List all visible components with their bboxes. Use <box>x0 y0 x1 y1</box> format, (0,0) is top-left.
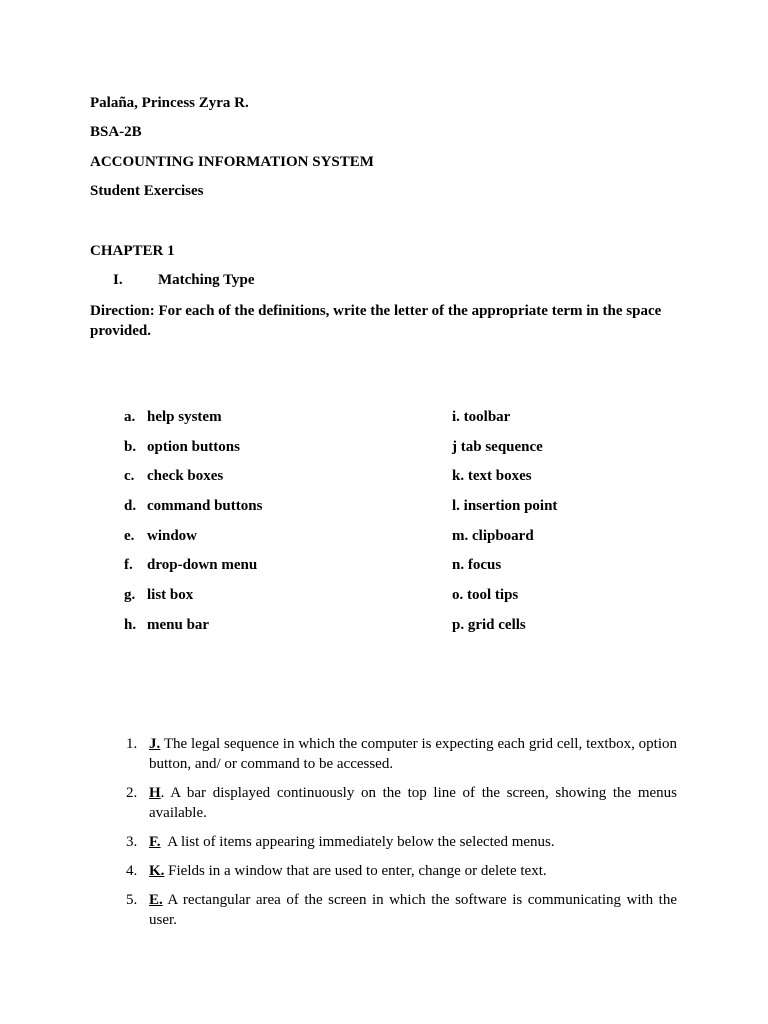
term-item: k. text boxes <box>452 468 532 485</box>
answer-definition: The legal sequence in which the computer is expecting each grid cell, textbox, option button, and/ or command to be accessed. <box>149 736 681 772</box>
answer-number: 5. <box>126 892 138 908</box>
term-item <box>124 467 262 497</box>
term-item <box>124 408 262 438</box>
term-label: check boxes <box>147 468 224 485</box>
answer-definition: A rectangular area of the screen in which the software is communicating with the user. <box>149 892 681 928</box>
term-letter: d. <box>124 498 137 515</box>
directions-text: Direction: For each of the definitions, write the letter of the appropriate term in the space provided. <box>90 303 662 339</box>
answer-item <box>124 890 681 930</box>
answer-key: K. <box>149 863 165 879</box>
term-item <box>124 497 262 527</box>
term-letter: b. <box>124 438 137 455</box>
term-letter: a. <box>124 409 136 425</box>
answer-number: 2. <box>126 785 138 801</box>
term-label: menu bar <box>147 616 210 633</box>
answer-item <box>124 832 677 852</box>
term-item <box>124 556 262 586</box>
answer-number: 1. <box>126 736 138 752</box>
part-title: Matching Type <box>158 272 255 288</box>
terms-list-left <box>124 408 262 646</box>
term-item <box>124 586 262 616</box>
term-letter: g. <box>124 587 136 604</box>
term-item <box>124 527 262 557</box>
term-label: command buttons <box>147 498 263 515</box>
term-label: window <box>147 527 198 544</box>
answer-key: E. <box>149 892 163 908</box>
term-letter: c. <box>124 468 135 485</box>
term-label: option buttons <box>147 438 240 455</box>
student-name: Palaña, Princess Zyra R. <box>90 95 249 111</box>
term-item <box>124 616 262 646</box>
term-label: help system <box>147 409 222 425</box>
answer-number: 4. <box>126 863 138 879</box>
answer-number: 3. <box>126 834 138 850</box>
term-item: o. tool tips <box>452 587 519 604</box>
term-item: n. focus <box>452 557 502 574</box>
course-title: ACCOUNTING INFORMATION SYSTEM <box>90 154 374 170</box>
term-label: drop-down menu <box>147 557 258 574</box>
answers-list <box>124 734 681 939</box>
answer-key: F. <box>149 834 161 850</box>
terms-list-right <box>452 408 557 646</box>
term-letter: h. <box>124 616 137 633</box>
answer-definition: Fields in a window that are used to enter, change or delete text. <box>164 863 547 879</box>
term-item: m. clipboard <box>452 527 534 544</box>
answer-item <box>124 734 681 774</box>
answer-key: J. <box>149 736 161 752</box>
document-subtitle: Student Exercises <box>90 183 204 199</box>
term-letter: e. <box>124 527 135 544</box>
chapter-heading: CHAPTER 1 <box>90 243 175 259</box>
term-item: p. grid cells <box>452 616 526 633</box>
term-item <box>124 438 262 468</box>
term-label: list box <box>147 587 194 604</box>
term-item: l. insertion point <box>452 498 558 515</box>
answer-item <box>124 783 681 823</box>
answer-definition: . A bar displayed continuously on the top line of the screen, showing the menus available. <box>149 785 681 821</box>
answer-item <box>124 861 677 881</box>
term-item: j tab sequence <box>452 438 543 455</box>
student-section: BSA-2B <box>90 124 142 140</box>
part-numeral: I. <box>113 272 123 288</box>
term-item: i. toolbar <box>452 409 511 425</box>
answer-key: H <box>149 785 161 801</box>
answer-definition: A list of items appearing immediately below the selected menus. <box>160 834 555 850</box>
term-letter: f. <box>124 557 133 574</box>
